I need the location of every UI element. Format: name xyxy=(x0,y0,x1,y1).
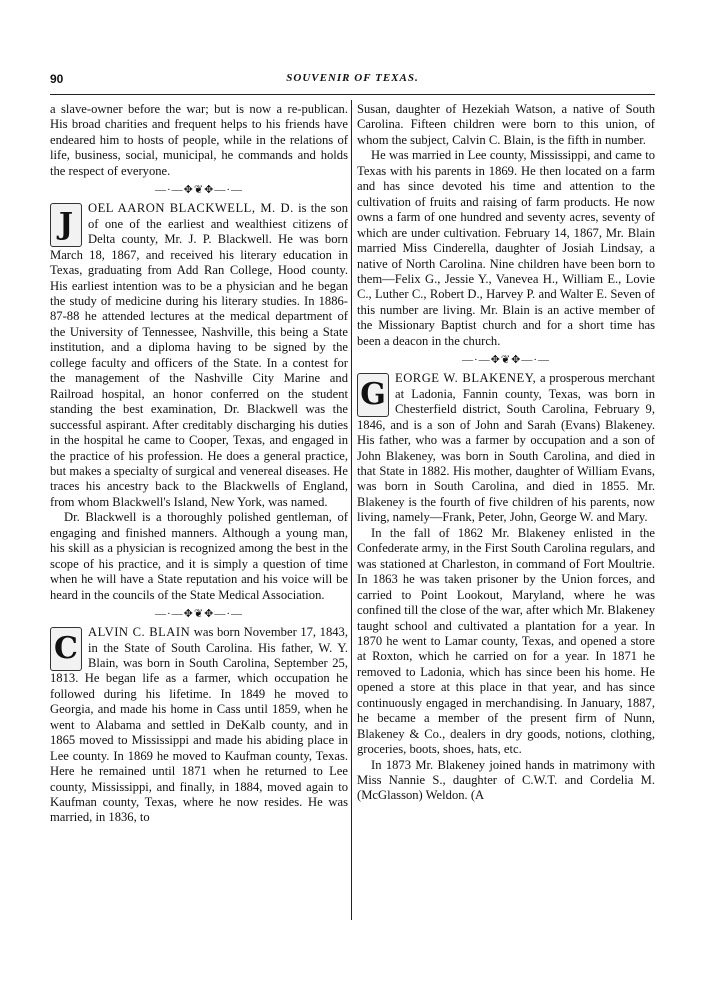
biography-text: a prosperous merchant at Ladonia, Fannin county, Texas, was born in Chesterfield district, South Carolina, February 9, 1846, and is a son of John and Sarah (Evans) Blakeney. His father, who was a farmer by occupation and a son of John Blakeney, was born in South Carolina, and died in that State in 1882. His mother, daughter of William Evans, was born in South Carolina, and died in 1855. Mr. Blakeney is the fourth of five children of his parents, now living, namely—Frank, Peter, John, George W. and Mary. xyxy=(357,371,655,525)
section-ornament xyxy=(357,349,655,371)
dropcap-letter: G xyxy=(357,373,389,417)
biography-name: OEL AARON BLACKWELL, M. D. xyxy=(88,201,294,216)
ornament-glyphs: —·—✥❦✥—·— xyxy=(155,608,243,621)
ornament-glyphs: —·—✥❦✥—·— xyxy=(462,354,550,367)
page-number: 90 xyxy=(50,72,64,86)
section-ornament xyxy=(50,603,348,625)
biography-text: was born November 17, 1843, in the State of South Carolina. His father, W. Y. Blain, was born in South Carolina, September 25, 1813. He began life as a farmer, which occupation he followed during his lifetime. In 1849 he moved to Georgia, and made his home in Cass until 1859, when he went to Alabama and settled in DeKalb county, and in 1865 moved to Mississippi and made his abiding place in Lee county. In 1869 he moved to Kaufman county, Texas. Here he remained until 1871 when he returned to Lee county, Mississippi, and finally, in 1884, moved again to Kaufman county, Texas, where he now resides. He was married, in 1836, to xyxy=(50,625,348,825)
biography-name: ALVIN C. BLAIN xyxy=(88,625,191,640)
dropcap-letter: C xyxy=(50,627,82,671)
left-column xyxy=(50,102,348,826)
dropcap-letter: J xyxy=(50,203,82,247)
biography-name: EORGE W. BLAKENEY, xyxy=(395,371,537,386)
header-rule xyxy=(50,94,655,95)
paragraph-intro: a slave-owner before the war; but is now a re-publican. His broad charities and frequent helps to his friends have endeared him to hosts of people, while in the relations of life, business, social, municipal, he commands and holds the respect of everyone. xyxy=(50,102,348,178)
biography-text-2: In the fall of 1862 Mr. Blakeney enlisted in the Confederate army, in the First South Carolina regulars, and was stationed at Charleston, in command of Fort Moultrie. In 1863 he was taken prisoner by the Union forces, and carried to Point Lookout, Maryland, where he was confined till the close of the war, after which Mr. Blakeney taught school and cultivated a plantation for a year. In 1870 he went to Lamar county, Texas, and opened a store at Roxton, which he carried on for a year. In 1871 he removed to Ladonia, which has since been his home. He opened a store at this place in that year, and has since continuously engaged in merchandising. In January, 1887, he became a member of the present firm of Nunn, Blakeney & Co., dealers in dry goods, notions, clothing, groceries, boots, shoes, hats, etc. xyxy=(357,525,655,757)
right-column xyxy=(357,102,655,804)
page-header xyxy=(50,72,655,90)
biography-text: is the son of one of the earliest and wealthiest citizens of Delta county, Mr. J. P. Blackwell. He was born March 18, 1867, and received his literary education in Texas, graduating from Add Ran College, Hood county. His earliest intention was to be a physician and he began the study of medicine during his literary studies. In 1886-87-88 he attended lectures at the medical department of the University of Tennessee, Nashville, this being a State institution, and a diploma having to be signed by the college faculty and officers of the State. In a contest for the management of the Nashville City Marine and Railroad hospital, an honor conferred on the student standing the best examination, Dr. Blackwell was the successful aspirant. After creditably discharging his duties in the hospital he came to Cooper, Texas, and engaged in the practice of his profession. He does a general practice, but makes a specialty of surgical and venereal diseases. He traces his ancestry back to the Blackwells of England, from whom Blackwell's Island, New York, was named. xyxy=(50,201,349,509)
section-ornament xyxy=(50,179,348,201)
column-divider xyxy=(351,100,352,920)
biography-text-2: Dr. Blackwell is a thoroughly polished gentleman, of engaging and finished manners. Although a young man, his skill as a physician is recognized among the best in the scope of his practice, and it is simply a question of time when he will have a State reputation and his voice will be heard in the councils of the State Medical Association. xyxy=(50,510,348,602)
biography-blackwell xyxy=(50,201,348,603)
ornament-glyphs: —·—✥❦✥—·— xyxy=(155,184,243,197)
biography-text-3: In 1873 Mr. Blakeney joined hands in matrimony with Miss Nannie S., daughter of C.W.T. and Cordelia M. (McGlasson) Weldon. (A xyxy=(357,757,655,803)
paragraph-blain-continued: Susan, daughter of Hezekiah Watson, a native of South Carolina. Fifteen children were born to this union, of whom the subject, Calvin C. Blain, is the fifth in number. xyxy=(357,102,655,147)
paragraph-blain-continued-2: He was married in Lee county, Mississippi, and came to Texas with his parents in 1869. He then located on a farm and has since devoted his time and attention to the cultivation of fruits and raising of farm products. He now owns a farm of one hundred and seventy acres, seventy of which are under cultivation. February 14, 1867, Mr. Blain married Miss Cinderella, daughter of Josiah Lindsay, a native of North Carolina. Nine children have been born to them—Felix G., Jessie Y., Vanevea H., William E., Lovie C., Luther C., Robert D., Harvey P. and Walter E. Seven of this number are living. Mr. Blain is an active member of the Missionary Baptist church and for a short time has been a deacon in the church. xyxy=(357,148,655,348)
biography-blakeney xyxy=(357,371,655,804)
running-title: SOUVENIR OF TEXAS. xyxy=(286,72,419,84)
biography-blain xyxy=(50,625,348,826)
